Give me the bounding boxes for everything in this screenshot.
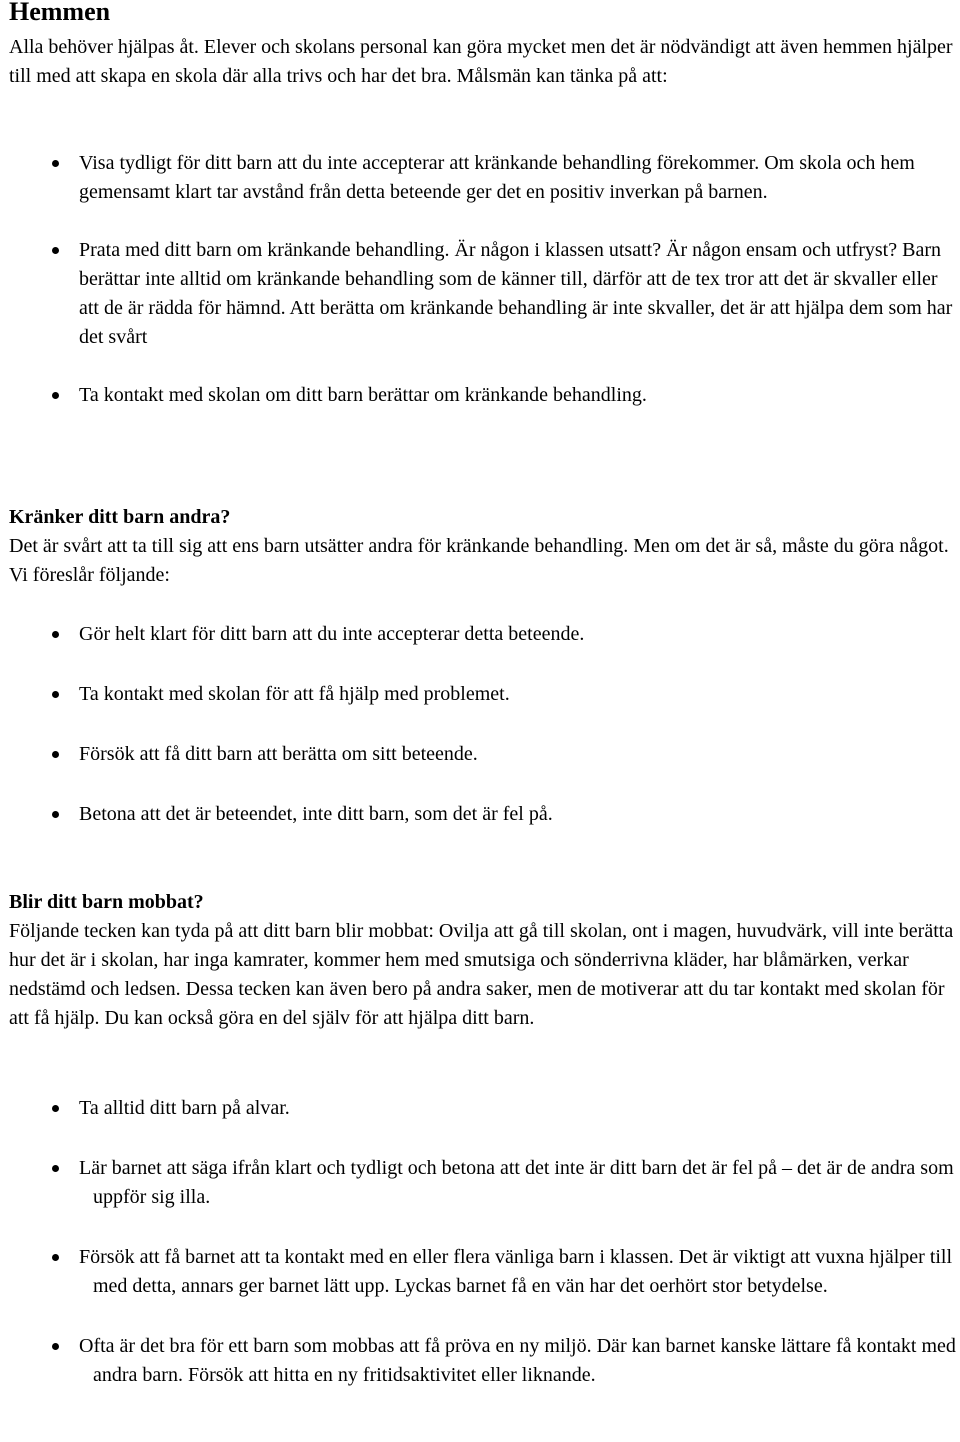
list-item <box>9 236 957 352</box>
list-item <box>9 620 957 649</box>
bullet-icon <box>52 631 59 638</box>
bullet-icon <box>52 1343 59 1350</box>
bullet-icon <box>52 1254 59 1261</box>
bullet-icon <box>52 811 59 818</box>
section1-list <box>9 149 957 410</box>
list-item <box>9 680 957 709</box>
bullet-icon <box>52 751 59 758</box>
list-item <box>9 149 957 207</box>
bullet-icon <box>52 392 59 399</box>
list-item <box>9 740 957 769</box>
bullet-icon <box>52 691 59 698</box>
page-title: Hemmen <box>9 0 111 26</box>
list-item-text: Försök att få ditt barn att berätta om sitt beteende. <box>79 743 478 765</box>
list-item-text: Ta kontakt med skolan för att få hjälp med problemet. <box>79 683 510 705</box>
bullet-icon <box>52 247 59 254</box>
list-item-text: Prata med ditt barn om kränkande behandling. Är någon i klassen utsatt? Är någon ensam och utfryst? Barn berättar inte alltid om kränkande behandling som de känner till, därför att de tex tror att det är skvaller eller att de är rädda för hämnd. Att berätta om kränkande behandling är inte skvaller, det är att hjälpa dem som har det svårt <box>79 239 953 348</box>
list-item-text: Ta alltid ditt barn på alvar. <box>79 1097 290 1119</box>
section3-paragraph: Följande tecken kan tyda på att ditt barn blir mobbat: Ovilja att gå till skolan, ont i magen, huvudvärk, vill inte berätta hur det är i skolan, har inga kamrater, kommer hem med smutsiga och sönderrivna kläder, har blåmärken, verkar nedstämd och ledsen. Dessa tecken kan även bero på andra saker, men de motiverar att du tar kontakt med skolan för att få hjälp. Du kan också göra en del själv för att hjälpa ditt barn. <box>9 920 954 1029</box>
bullet-icon <box>52 1165 59 1172</box>
bullet-icon <box>52 1105 59 1112</box>
section2-list <box>9 620 957 829</box>
list-item-text: Visa tydligt för ditt barn att du inte accepterar att kränkande behandling förekommer. Om skola och hem gemensamt klart tar avstånd från detta beteende ger det en positiv inverkan på barnen. <box>79 152 915 203</box>
list-item-text: Ta kontakt med skolan om ditt barn berättar om kränkande behandling. <box>79 384 647 406</box>
list-item <box>9 1243 957 1301</box>
section3-list <box>9 1094 957 1390</box>
list-item <box>9 381 957 410</box>
list-item-text: Lär barnet att säga ifrån klart och tydligt och betona att det inte är ditt barn det är fel på – det är de andra som uppför sig illa. <box>79 1157 954 1208</box>
intro-paragraph: Alla behöver hjälpas åt. Elever och skolans personal kan göra mycket men det är nödvändigt att även hemmen hjälper till med att skapa en skola där alla trivs och har det bra. Målsmän kan tänka på att: <box>9 36 953 87</box>
list-item <box>9 1094 957 1123</box>
section2-paragraph: Det är svårt att ta till sig att ens barn utsätter andra för kränkande behandling. Men om det är så, måste du göra något. Vi föreslår följande: <box>9 535 949 586</box>
list-item <box>9 800 957 829</box>
list-item-text: Försök att få barnet att ta kontakt med en eller flera vänliga barn i klassen. Det är viktigt att vuxna hjälper till med detta, annars ger barnet lätt upp. Lyckas barnet få en vän har det oerhört stor betydelse. <box>79 1246 953 1297</box>
section2-heading: Kränker ditt barn andra? <box>9 506 231 528</box>
list-item <box>9 1154 957 1212</box>
list-item-text: Gör helt klart för ditt barn att du inte accepterar detta beteende. <box>79 623 585 645</box>
list-item-text: Ofta är det bra för ett barn som mobbas att få pröva en ny miljö. Där kan barnet kanske lättare få kontakt med andra barn. Försök att hitta en ny fritidsaktivitet eller liknande. <box>79 1335 956 1386</box>
list-item-text: Betona att det är beteendet, inte ditt barn, som det är fel på. <box>79 803 553 825</box>
bullet-icon <box>52 160 59 167</box>
section3-heading: Blir ditt barn mobbat? <box>9 891 204 913</box>
list-item <box>9 1332 957 1390</box>
